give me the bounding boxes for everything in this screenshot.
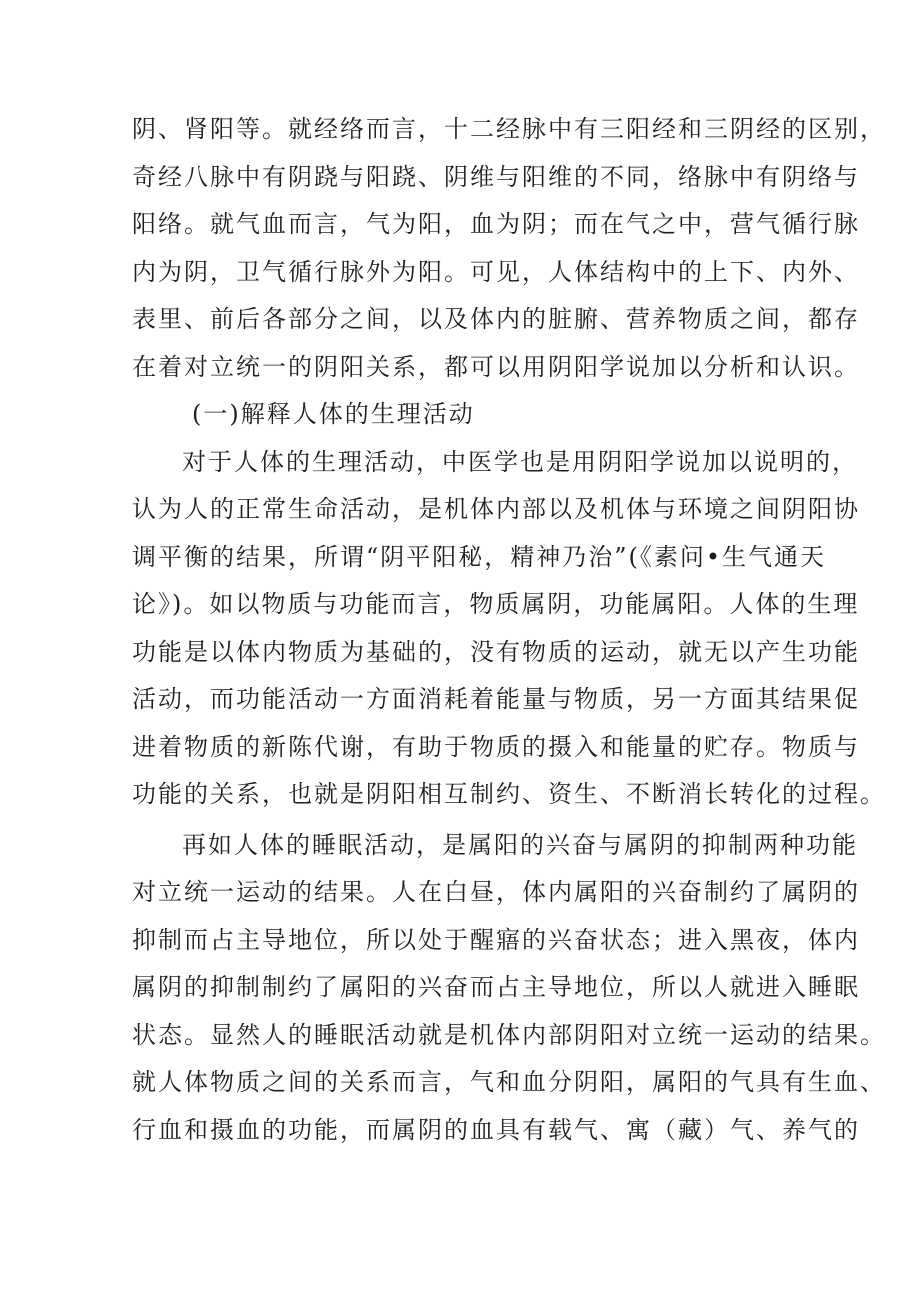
paragraph-line: 再如人体的睡眠活动，是属阳的兴奋与属阴的抑制两种功能 [182, 830, 858, 859]
paragraph-line: 进着物质的新陈代谢，有助于物质的摄入和能量的贮存。物质与 [132, 732, 860, 761]
paragraph-line: 阳络。就气血而言，气为阳，血为阴；而在气之中，营气循行脉 [132, 210, 860, 238]
paragraph-line: 对立统一运动的结果。人在白昼，体内属阳的兴奋制约了属阴的 [132, 878, 860, 906]
paragraph-line: 内为阴，卫气循行脉外为阳。可见，人体结构中的上下、内外、 [132, 257, 860, 286]
paragraph-line: 表里、前后各部分之间，以及体内的脏腑、营养物质之间，都存 [132, 305, 860, 333]
paragraph-line: 就人体物质之间的关系而言，气和血分阴阳，属阳的气具有生血、 [132, 1068, 886, 1096]
paragraph-line: 在着对立统一的阴阳关系，都可以用阴阳学说加以分析和认识。 [132, 352, 860, 381]
paragraph-line: 论》)。如以物质与功能而言，物质属阴，功能属阳。人体的生理 [132, 590, 860, 618]
paragraph-line: 功能的关系，也就是阴阳相互制约、资生、不断消长转化的过程。 [132, 780, 886, 808]
paragraph-line: 奇经八脉中有阴跷与阳跷、阴维与阳维的不同，络脉中有阴络与 [132, 162, 860, 191]
paragraph-1 [132, 106, 886, 391]
section-heading: (一)解释人体的生理活动 [192, 400, 475, 428]
paragraph-line: 属阴的抑制制约了属阳的兴奋而占主导地位，所以人就进入睡眠 [132, 973, 860, 1001]
paragraph-line: 调平衡的结果，所谓“阴平阳秘，精神乃治”(《素问•生气通天 [132, 542, 827, 571]
paragraph-line: 行血和摄血的功能，而属阴的血具有载气、寓（藏）气、养气的 [132, 1115, 860, 1144]
document-body [132, 106, 886, 1154]
paragraph-line: 认为人的正常生命活动，是机体内部以及机体与环境之间阴阳协 [132, 495, 860, 523]
paragraph-line: 阴、肾阳等。就经络而言，十二经脉中有三阳经和三阴经的区别， [132, 115, 886, 143]
paragraph-3 [132, 822, 886, 1155]
paragraph-line: 对于人体的生理活动，中医学也是用阴阳学说加以说明的， [182, 447, 858, 476]
paragraph-line: 抑制而占主导地位，所以处于醒寤的兴奋状态；进入黑夜，体内 [132, 925, 860, 954]
paragraph-2 [132, 439, 886, 819]
paragraph-line: 状态。显然人的睡眠活动就是机体内部阴阳对立统一运动的结果。 [132, 1020, 886, 1049]
paragraph-line: 活动，而功能活动一方面消耗着能量与物质，另一方面其结果促 [132, 685, 860, 713]
paragraph-line: 功能是以体内物质为基础的，没有物质的运动，就无以产生功能 [132, 637, 860, 666]
